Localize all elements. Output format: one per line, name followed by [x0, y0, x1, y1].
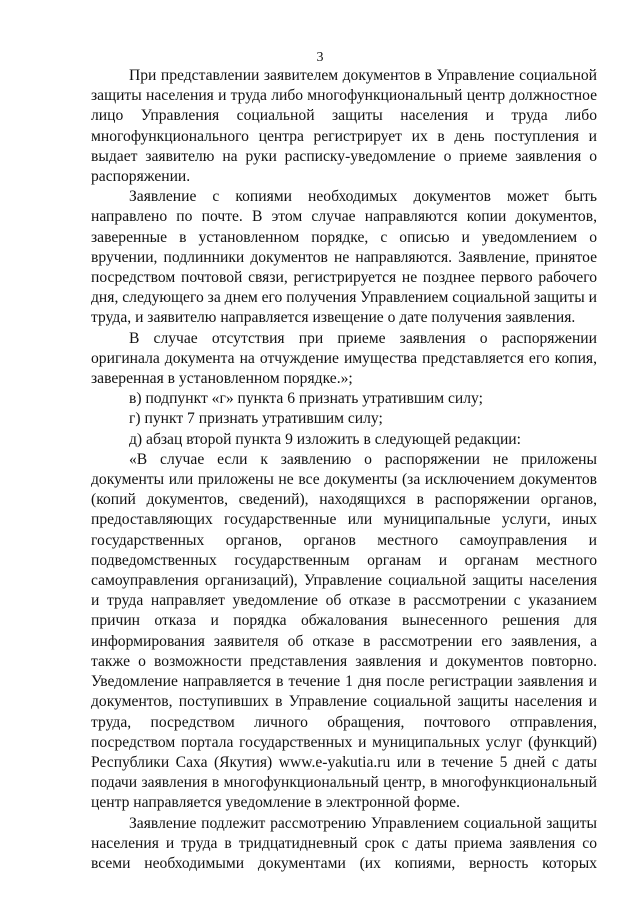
- paragraph-registration: При представлении заявителем документов в Управление социальной защиты населения и труда либо многофункциональный центр должностное лицо Управления социальной защиты населения и труда либо многофункционального центра регистрирует их в день поступления и выдает заявителю на руки расписку-уведомление о приеме заявления о распоряжении.: [91, 67, 597, 186]
- document-body: [91, 66, 597, 874]
- paragraph-refusal-notice: «В случае если к заявлению о распоряжении не приложены документы или приложены не все документы (за исключением документов (копий документов, сведений), находящихся в распоряжении органов, предоставляющих государственные или муниципальные услуги, иных государственных органов, органов местного самоуправления и подведомственных государственным органам и органам местного самоуправления организаций), Управление социальной защиты населения и труда направляет уведомление об отказе в рассмотрении с указанием причин отказа и порядка обжалования вынесенного решения для информирования заявителя об отказе в рассмотрении его заявления, а также о возможности представления заявления и документов повторно. Уведомление направляется в течение 1 дня после регистрации заявления и документов, поступивших в Управление социальной защиты населения и труда, посредством личного обращения, почтового отправления, посредством портала государственных и муниципальных услуг (функций) Республики Саха (Якутия) www.e-yakutia.ru или в течение 5 дней с даты подачи заявления в многофункциональный центр, в многофункциональный центр направляется уведомление в электронной форме.: [91, 450, 597, 812]
- paragraph-item-v: в) подпункт «г» пункта 6 признать утратившим силу;: [129, 390, 483, 408]
- paragraph-item-g: г) пункт 7 признать утратившим силу;: [129, 410, 383, 428]
- paragraph-original-document: В случае отсутствия при приеме заявления о распоряжении оригинала документа на отчуждение имущества представляется его копия, заверенная в установленном порядке.»;: [91, 329, 597, 388]
- paragraph-review-period: Заявление подлежит рассмотрению Управлением социальной защиты населения и труда в тридцатидневный срок с даты приема заявления со всеми необходимыми документами (их копиями, верность которых: [91, 814, 597, 872]
- paragraph-postal-submission: Заявление с копиями необходимых документов может быть направлено по почте. В этом случае направляются копии документов, заверенные в установленном порядке, с описью и уведомлением о вручении, подлинники документов не направляются. Заявление, принятое посредством почтовой связи, регистрируется не позднее первого рабочего дня, следующего за днем его получения Управлением социальной защиты и труда, и заявителю направляется извещение о дате получения заявления.: [91, 188, 597, 327]
- paragraph-item-d: д) абзац второй пункта 9 изложить в следующей редакции:: [129, 430, 521, 448]
- page-number: 3: [316, 50, 324, 65]
